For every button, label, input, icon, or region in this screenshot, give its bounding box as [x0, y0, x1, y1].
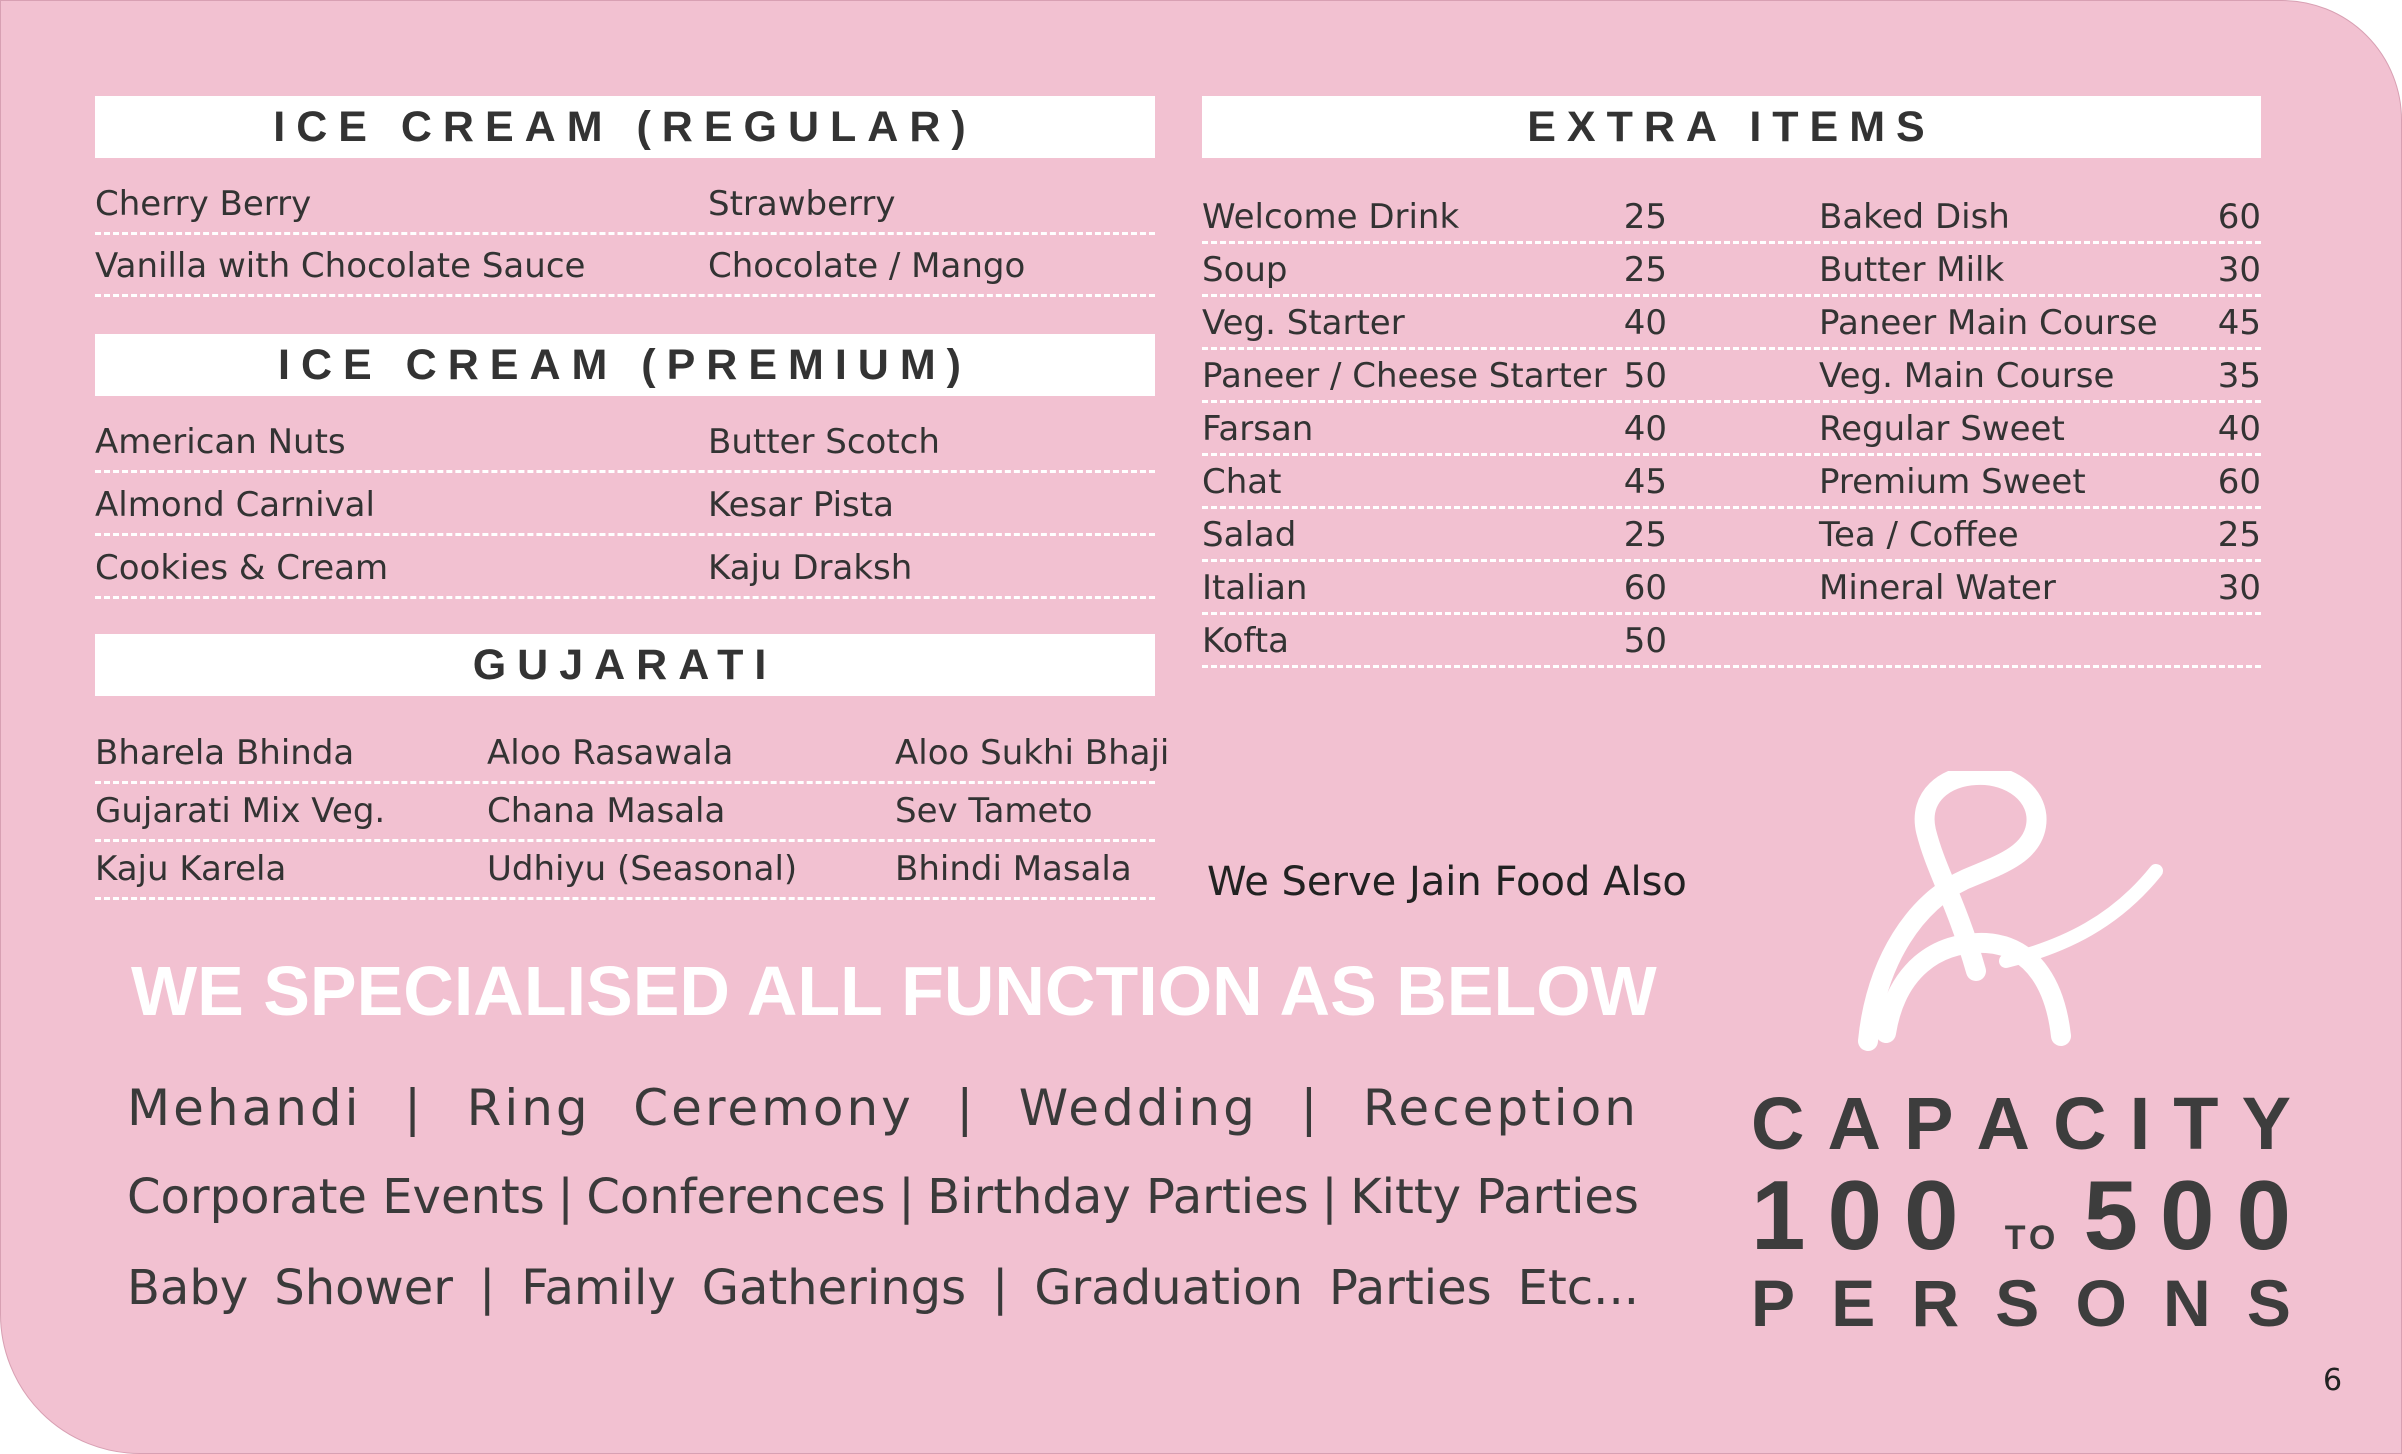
- menu-item-price: 50: [1623, 621, 1667, 661]
- menu-item: Cookies & Cream: [95, 548, 389, 588]
- list-item: [95, 173, 1155, 235]
- function-item: Baby: [127, 1260, 249, 1316]
- separator: |: [992, 1260, 1009, 1316]
- capacity-letter: R: [1911, 1266, 1960, 1340]
- menu-item: Strawberry: [708, 184, 896, 224]
- capacity-letter: S: [1995, 1266, 2040, 1340]
- menu-item: Aloo Sukhi Bhaji: [895, 733, 1170, 773]
- separator: |: [479, 1260, 496, 1316]
- menu-item: Cherry Berry: [95, 184, 312, 224]
- menu-item: Chocolate / Mango: [708, 246, 1026, 286]
- menu-item-price: 30: [2217, 250, 2261, 290]
- menu-item-name: Veg. Starter: [1202, 303, 1405, 343]
- extra-items-header: EXTRA ITEMS: [1202, 96, 2261, 158]
- capacity-letter: C: [1751, 1082, 1805, 1165]
- function-item: Etc...: [1517, 1260, 1639, 1316]
- menu-item-name: Veg. Main Course: [1819, 356, 2115, 396]
- menu-item: Kesar Pista: [708, 485, 894, 525]
- menu-item-price: 45: [1623, 462, 1667, 502]
- menu-item-name: Regular Sweet: [1819, 409, 2065, 449]
- menu-item-price: 60: [1623, 568, 1667, 608]
- list-item: [1202, 403, 2261, 456]
- list-item: [1202, 509, 2261, 562]
- menu-item-price: 25: [2217, 515, 2261, 555]
- function-item: Wedding: [1018, 1079, 1258, 1137]
- separator: |: [557, 1169, 574, 1225]
- list-item: [1202, 350, 2261, 403]
- function-item: Birthday Parties: [927, 1169, 1309, 1225]
- menu-item-price: 50: [1623, 356, 1667, 396]
- menu-item-name: Paneer / Cheese Starter: [1202, 356, 1607, 396]
- capacity-letter: A: [1976, 1082, 2030, 1165]
- capacity-line: [1751, 1265, 2291, 1341]
- ice-cream-regular-header: ICE CREAM (REGULAR): [95, 96, 1155, 158]
- capacity-letter: T: [2173, 1082, 2219, 1165]
- ice-cream-premium-header: ICE CREAM (PREMIUM): [95, 334, 1155, 396]
- functions-line: [127, 1079, 1639, 1137]
- list-item: [95, 474, 1155, 536]
- list-item: [1202, 562, 2261, 615]
- function-item: Ceremony: [633, 1079, 914, 1137]
- menu-item: Bhindi Masala: [895, 849, 1132, 889]
- functions-line: [127, 1260, 1639, 1316]
- capacity-letter: N: [2163, 1266, 2211, 1340]
- menu-item-price: 35: [2217, 356, 2261, 396]
- list-item: [1202, 456, 2261, 509]
- menu-item: Aloo Rasawala: [487, 733, 734, 773]
- jain-food-note: We Serve Jain Food Also: [1207, 859, 1687, 905]
- menu-item-name: Butter Milk: [1819, 250, 2005, 290]
- functions-line: [127, 1169, 1639, 1225]
- menu-item-name: Mineral Water: [1819, 568, 2056, 608]
- function-item: Conferences: [586, 1169, 886, 1225]
- list-item: [1202, 191, 2261, 244]
- menu-item-price: 60: [2217, 197, 2261, 237]
- menu-item-price: 45: [2217, 303, 2261, 343]
- menu-item: Chana Masala: [487, 791, 726, 831]
- capacity-letter: S: [2246, 1266, 2291, 1340]
- list-item: [95, 784, 1155, 842]
- menu-item-name: Soup: [1202, 250, 1288, 290]
- menu-item: Vanilla with Chocolate Sauce: [95, 246, 586, 286]
- menu-item-name: Chat: [1202, 462, 1282, 502]
- menu-item-price: 40: [1623, 409, 1667, 449]
- menu-item-name: Salad: [1202, 515, 1297, 555]
- functions-heading: WE SPECIALISED ALL FUNCTION AS BELOW: [131, 952, 1657, 1030]
- menu-item: Udhiyu (Seasonal): [487, 849, 798, 889]
- separator: |: [898, 1169, 915, 1225]
- function-item: Shower: [274, 1260, 454, 1316]
- menu-item-name: Paneer Main Course: [1819, 303, 2158, 343]
- menu-item-price: 25: [1623, 250, 1667, 290]
- separator: |: [956, 1079, 977, 1137]
- menu-item-name: Italian: [1202, 568, 1308, 608]
- menu-item-price: 40: [1623, 303, 1667, 343]
- capacity-min: 100: [1751, 1160, 1981, 1270]
- capacity-letter: I: [2129, 1082, 2151, 1165]
- function-item: Family: [521, 1260, 676, 1316]
- menu-item-name: Kofta: [1202, 621, 1289, 661]
- menu-item-name: Farsan: [1202, 409, 1314, 449]
- function-item: Mehandi: [127, 1079, 362, 1137]
- menu-item: American Nuts: [95, 422, 346, 462]
- list-item: [1202, 244, 2261, 297]
- list-item: [95, 411, 1155, 473]
- gujarati-header: GUJARATI: [95, 634, 1155, 696]
- menu-item-price: 40: [2217, 409, 2261, 449]
- menu-item-price: 25: [1623, 197, 1667, 237]
- menu-item: Kaju Karela: [95, 849, 287, 889]
- list-item: [95, 842, 1155, 900]
- separator: |: [1300, 1079, 1321, 1137]
- menu-item-price: 30: [2217, 568, 2261, 608]
- menu-item-name: Premium Sweet: [1819, 462, 2086, 502]
- function-item: Reception: [1362, 1079, 1639, 1137]
- capacity-letter: A: [1827, 1082, 1881, 1165]
- menu-item-name: Welcome Drink: [1202, 197, 1460, 237]
- list-item: [1202, 297, 2261, 350]
- function-item: Ring: [466, 1079, 591, 1137]
- function-item: Parties: [1328, 1260, 1492, 1316]
- menu-item: Butter Scotch: [708, 422, 940, 462]
- capacity-to: TO: [2004, 1219, 2060, 1257]
- menu-item: Bharela Bhinda: [95, 733, 355, 773]
- menu-item-price: 25: [1623, 515, 1667, 555]
- list-item: [95, 724, 1170, 784]
- list-item: [95, 235, 1155, 297]
- function-item: Gatherings: [701, 1260, 967, 1316]
- menu-item: Sev Tameto: [895, 791, 1093, 831]
- menu-item-name: Baked Dish: [1819, 197, 2010, 237]
- list-item: [95, 537, 1155, 599]
- capacity-letter: O: [2075, 1266, 2127, 1340]
- ampersand-logo-icon: [1856, 771, 2186, 1051]
- menu-item: Kaju Draksh: [708, 548, 913, 588]
- capacity-letter: E: [1831, 1266, 1876, 1340]
- page-number: 6: [2323, 1363, 2343, 1398]
- separator: |: [1321, 1169, 1338, 1225]
- list-item: [1202, 615, 2261, 668]
- menu-item-name: Tea / Coffee: [1819, 515, 2019, 555]
- capacity-letter: C: [2053, 1082, 2107, 1165]
- capacity-range: [1751, 1159, 2313, 1272]
- capacity-letter: P: [1904, 1082, 1954, 1165]
- menu-item: Gujarati Mix Veg.: [95, 791, 386, 831]
- function-item: Graduation: [1034, 1260, 1303, 1316]
- capacity-letter: P: [1751, 1266, 1796, 1340]
- menu-item-price: 60: [2217, 462, 2261, 502]
- capacity-letter: Y: [2241, 1082, 2291, 1165]
- capacity-max: 500: [2083, 1160, 2313, 1270]
- function-item: Kitty Parties: [1350, 1169, 1639, 1225]
- function-item: Corporate Events: [127, 1169, 545, 1225]
- menu-item: Almond Carnival: [95, 485, 375, 525]
- capacity-line: [1751, 1081, 2291, 1166]
- separator: |: [404, 1079, 425, 1137]
